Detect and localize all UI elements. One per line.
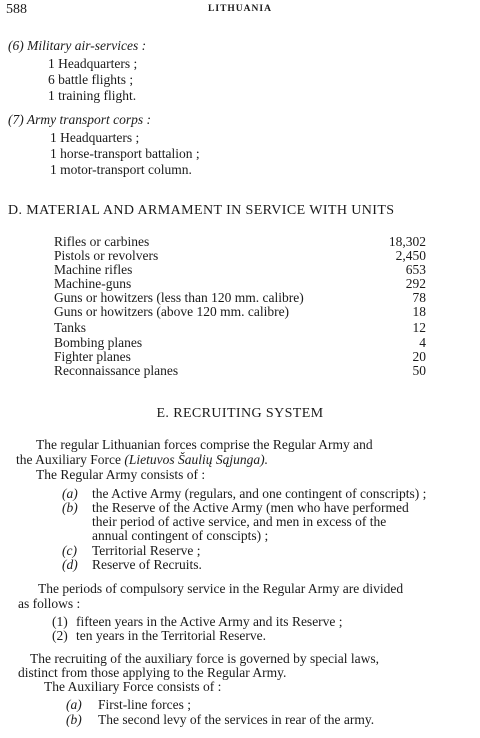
row-label: Guns or howitzers (above 120 mm. calibre) bbox=[54, 304, 290, 319]
row-value: 20 bbox=[412, 349, 426, 364]
row-label: Reconnaissance planes bbox=[54, 363, 179, 378]
aux-consists: The Auxiliary Force consists of : bbox=[44, 679, 222, 694]
list-item-continuation bbox=[92, 514, 386, 529]
item-text: the Reserve of the Active Army (men who have performed bbox=[92, 500, 409, 515]
item-mark: (2) bbox=[52, 628, 68, 643]
row-label: Machine rifles bbox=[54, 262, 133, 277]
list-item bbox=[62, 543, 201, 558]
item-text: The second levy of the services in rear of the army. bbox=[98, 712, 375, 727]
item-text: their period of active service, and men in excess of the bbox=[92, 514, 387, 529]
item-mark: (b) bbox=[62, 500, 78, 515]
row-value: 4 bbox=[419, 335, 426, 350]
row-label: Tanks bbox=[54, 320, 87, 335]
section7-item: 1 Headquarters ; bbox=[50, 130, 140, 145]
item-text: ten years in the Territorial Reserve. bbox=[76, 628, 266, 643]
item-mark: (b) bbox=[66, 712, 82, 727]
intro-line-2 bbox=[16, 452, 268, 467]
list-item-continuation bbox=[92, 528, 268, 543]
row-value: 2,450 bbox=[395, 248, 426, 263]
row-value: 18,302 bbox=[388, 234, 426, 249]
row-value: 653 bbox=[405, 262, 426, 277]
table-row bbox=[54, 363, 426, 379]
intro-line: The regular Lithuanian forces comprise the Regular Army and bbox=[36, 437, 373, 452]
item-mark: (a) bbox=[62, 486, 78, 501]
row-label: Machine-guns bbox=[54, 276, 132, 291]
item-text: fifteen years in the Active Army and its Reserve ; bbox=[76, 614, 343, 629]
row-value: 50 bbox=[412, 363, 426, 378]
list-item bbox=[62, 500, 409, 515]
item-text: the Active Army (regulars, and one contingent of conscripts) ; bbox=[92, 486, 427, 501]
row-value: 292 bbox=[405, 276, 426, 291]
item-text: Territorial Reserve ; bbox=[92, 543, 201, 558]
list-item bbox=[66, 712, 374, 727]
item-mark: (d) bbox=[62, 557, 78, 572]
section-e-title: E. RECRUITING SYSTEM bbox=[156, 406, 324, 421]
row-value: 12 bbox=[412, 320, 426, 335]
row-value: 18 bbox=[412, 304, 426, 319]
row-label: Guns or howitzers (less than 120 mm. calibre) bbox=[54, 290, 304, 305]
periods-line-2: as follows : bbox=[18, 596, 81, 611]
row-label: Pistols or revolvers bbox=[54, 248, 159, 263]
list-item bbox=[62, 486, 426, 501]
row-label: Fighter planes bbox=[54, 349, 131, 364]
section-d-title: D. MATERIAL AND ARMAMENT IN SERVICE WITH UNITS bbox=[8, 203, 395, 218]
list-item bbox=[52, 628, 266, 643]
list-item bbox=[66, 697, 191, 712]
item-text: Reserve of Recruits. bbox=[92, 557, 202, 572]
list-item bbox=[52, 614, 343, 629]
item-mark: (c) bbox=[62, 543, 77, 558]
item-mark: (1) bbox=[52, 614, 68, 629]
list-item bbox=[62, 557, 202, 572]
table-row bbox=[54, 304, 426, 320]
item-text: annual contingent of conscipts) ; bbox=[92, 528, 269, 543]
row-label: Bombing planes bbox=[54, 335, 143, 350]
row-label: Rifles or carbines bbox=[54, 234, 150, 249]
item-mark: (a) bbox=[66, 697, 82, 712]
page-number: 588 bbox=[6, 2, 27, 17]
section6-item: 6 battle flights ; bbox=[48, 72, 134, 87]
table-row bbox=[54, 320, 426, 336]
item-text: First-line forces ; bbox=[98, 697, 191, 712]
intro-text: the Auxiliary Force bbox=[16, 452, 121, 467]
periods-line: The periods of compulsory service in the Regular Army are divided bbox=[38, 581, 404, 596]
regular-army-consists: The Regular Army consists of : bbox=[36, 467, 206, 482]
running-title: LITHUANIA bbox=[208, 4, 272, 14]
row-value: 78 bbox=[412, 290, 426, 305]
section6-heading: (6) Military air-services : bbox=[8, 38, 147, 53]
aux-line-2: distinct from those applying to the Regular Army. bbox=[18, 665, 287, 680]
section7-heading: (7) Army transport corps : bbox=[8, 112, 151, 127]
section6-item: 1 Headquarters ; bbox=[48, 56, 138, 71]
intro-italic-name: (Lietuvos Šaulių Sąjunga). bbox=[124, 452, 268, 467]
section7-item: 1 motor-transport column. bbox=[50, 162, 192, 177]
section7-item: 1 horse-transport battalion ; bbox=[50, 146, 200, 161]
section6-item: 1 training flight. bbox=[48, 88, 137, 103]
aux-line: The recruiting of the auxiliary force is governed by special laws, bbox=[30, 651, 379, 666]
